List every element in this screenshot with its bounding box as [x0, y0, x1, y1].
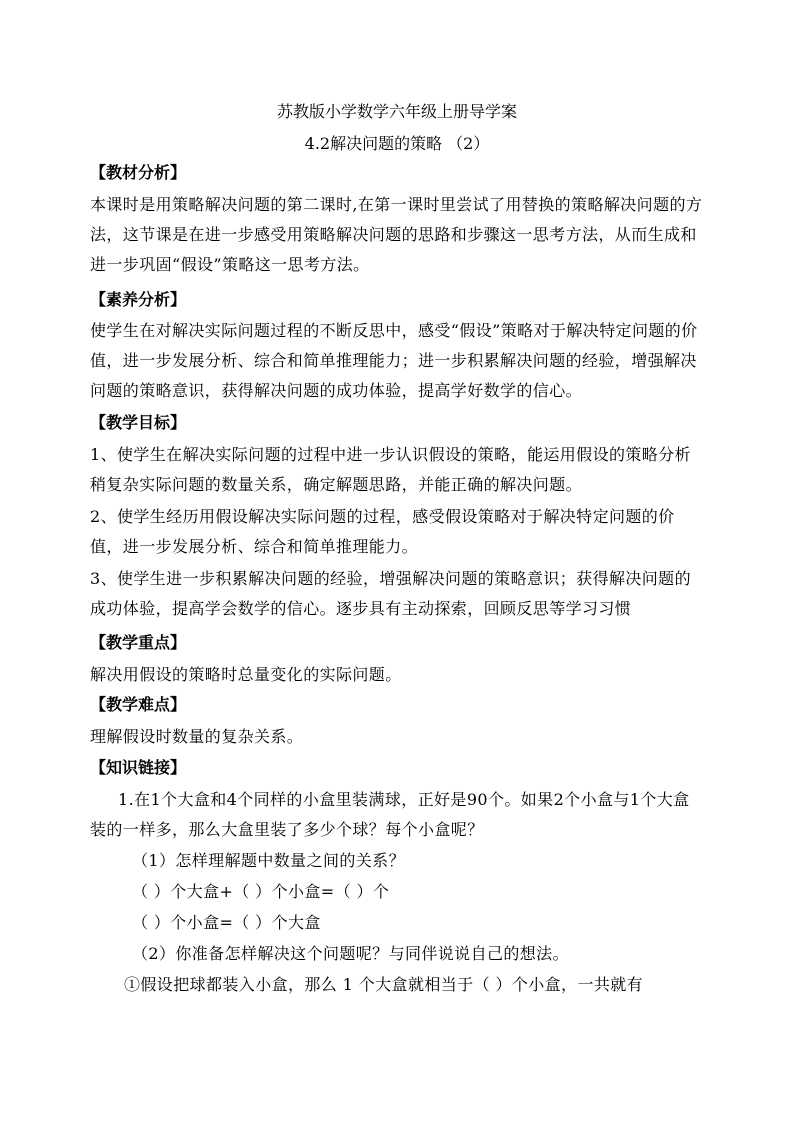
section-heading-knowledge-link: 【知识链接】	[90, 758, 187, 777]
section-heading-literacy-analysis: 【素养分析】	[90, 290, 187, 309]
section-heading-key-point: 【教学重点】	[90, 633, 187, 652]
literacy-analysis-text: 使学生在对解决实际问题过程的不断反思中，感受“假设”策略对于解决特定问题的价值，进一步发展分析、综合和简单推理能力；进一步积累解决问题的经验，增强解决问题的策略意识，获得解决问题的成功体验，提高学好数学的信心。	[90, 321, 698, 400]
teaching-goal-item: 3、使学生进一步积累解决问题的经验，增强解决问题的策略意识；获得解决问题的成功体验，提高学会数学的信心。逐步具有主动探索，回顾反思等学习习惯	[90, 569, 691, 618]
teaching-goal-item: 1、使学生在解决实际问题的过程中进一步认识假设的策略，能运用假设的策略分析稍复杂实际问题的数量关系，确定解题思路，并能正确的解决问题。	[90, 445, 691, 494]
lesson-subtitle: 4.2解决问题的策略 （2）	[304, 134, 490, 153]
fill-blank-line-1: （ ）个大盒+（ ）个小盒=（ ）个	[132, 882, 390, 901]
teaching-goal-item: 2、使学生经历用假设解决实际问题的过程，感受假设策略对于解决特定问题的价值，进一步发展分析、综合和简单推理能力。	[90, 507, 675, 556]
section-heading-textbook-analysis: 【教材分析】	[90, 163, 187, 182]
section-heading-difficult-point: 【教学难点】	[90, 695, 187, 714]
fill-blank-line-2: （ ）个小盒=（ ）个大盒	[132, 913, 321, 932]
textbook-analysis-text: 本课时是用策略解决问题的第二课时,在第一课时里尝试了用替换的策略解决问题的方法，这节课是在进一步感受用策略解决问题的思路和步骤这一思考方法，从而生成和进一步巩固“假设”策略这一思考方法。	[90, 195, 703, 274]
section-heading-teaching-goals: 【教学目标】	[90, 413, 187, 432]
key-point-text: 解决用假设的策略时总量变化的实际问题。	[90, 665, 402, 684]
document-title: 苏教版小学数学六年级上册导学案	[276, 102, 517, 121]
question-3: ①假设把球都装入小盒，那么 1 个大盒就相当于（ ）个小盒，一共就有	[124, 975, 644, 994]
question-2: （2）你准备怎样解决这个问题呢？与同伴说说自己的想法。	[132, 944, 569, 963]
question-1: （1）怎样理解题中数量之间的关系？	[132, 851, 405, 870]
problem-text: 1.在1个大盒和4个同样的小盒里装满球，正好是90个。如果2个小盒与1个大盒装的一样多，那么大盒里装了多少个球？每个小盒呢？	[90, 790, 690, 839]
difficult-point-text: 理解假设时数量的复杂关系。	[90, 727, 304, 746]
